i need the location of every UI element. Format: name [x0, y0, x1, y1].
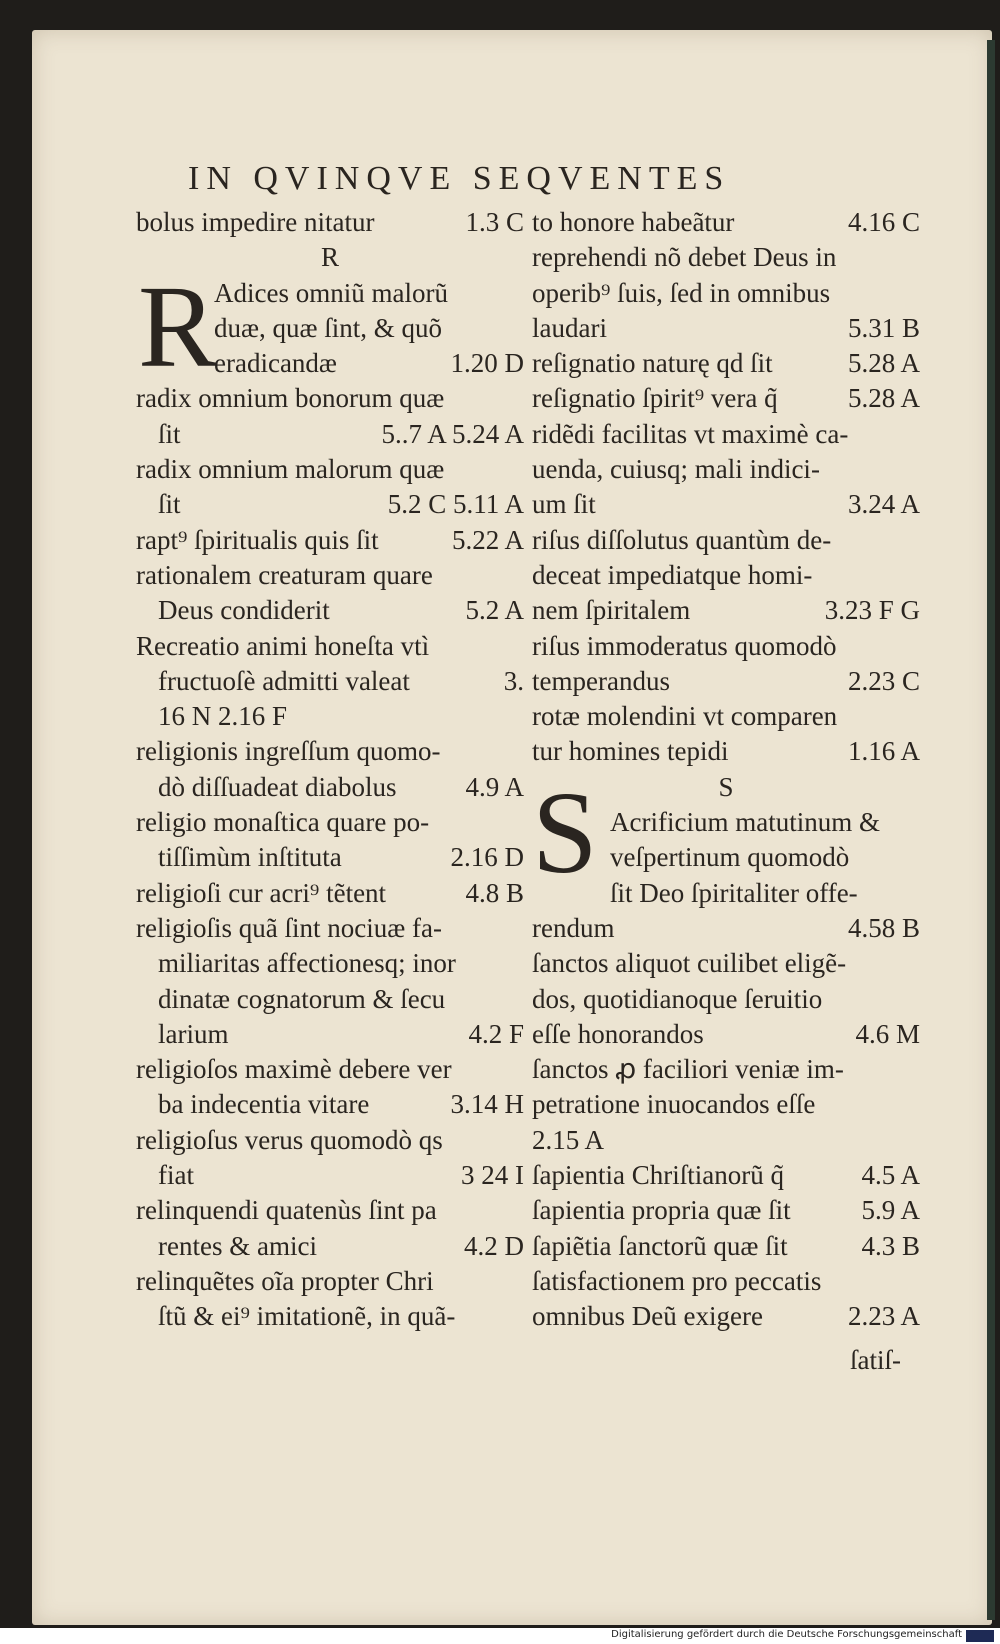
drop-cap-s: S [532, 767, 598, 898]
index-entry [532, 734, 920, 769]
index-entry [532, 629, 920, 664]
entry-text: rapt⁹ ſpiritualis quis ſit [136, 524, 379, 555]
index-entry [136, 1158, 524, 1193]
entry-text: religioſis quã ſint nociuæ fa- [136, 912, 442, 943]
entry-text: eradicandæ [214, 348, 337, 379]
entry-text: ſit Deo ſpiritaliter offe- [610, 877, 858, 908]
entry-reference: 4.58 B [847, 912, 920, 943]
index-entry [532, 982, 920, 1017]
index-entry [532, 417, 920, 452]
index-entry [136, 734, 524, 769]
entry-reference: 4.16 C [847, 207, 920, 237]
entry-text: eſſe honorandos [532, 1018, 704, 1049]
index-entry [136, 1087, 524, 1122]
index-entry [136, 982, 524, 1017]
entry-text: relinquẽtes oĩa propter Chri [136, 1265, 434, 1296]
entry-reference: 5.28 A [847, 348, 920, 379]
index-entry [136, 417, 524, 452]
entry-text: to honore habeãtur [532, 207, 735, 237]
index-entry [532, 205, 920, 240]
entry-text: nem ſpiritalem [532, 595, 691, 626]
index-entry [136, 1017, 524, 1052]
entry-text: religio monaſtica quare po- [136, 807, 430, 838]
entry-text: dò diſſuadeat diabolus [158, 771, 397, 802]
entry-text: rationalem creaturam quare [136, 559, 433, 590]
index-entry [532, 1158, 920, 1193]
entry-reference: 3.24 A [847, 489, 920, 520]
entry-text: reprehendi nõ debet Deus in [532, 242, 837, 273]
catchword: ſatiſ- [850, 1345, 901, 1375]
index-entry [136, 1193, 524, 1228]
entry-text: fiat [158, 1160, 194, 1191]
index-entry [532, 946, 920, 981]
index-entry [136, 452, 524, 487]
entry-text: dinatæ cognatorum & ſecu [158, 983, 446, 1014]
index-entry [532, 1229, 920, 1264]
entry-text: ſit [158, 489, 181, 520]
entry-text: reſignatio naturę qd ſit [532, 348, 773, 379]
entry-text: rentes & amici [158, 1230, 317, 1261]
entry-text: temperandus [532, 665, 670, 696]
entry-text: bolus impedire nitatur [136, 207, 375, 237]
index-entry [136, 1052, 524, 1087]
entry-text: R [320, 242, 339, 273]
entry-reference: 4.5 A [861, 1160, 920, 1191]
index-entry [532, 593, 920, 628]
index-entry [136, 876, 524, 911]
entry-text: radix omnium bonorum quæ [136, 383, 445, 414]
entry-reference: 4.2 D [464, 1230, 524, 1261]
entry-reference: 3.14 H [450, 1089, 524, 1120]
index-entry [532, 1052, 920, 1087]
index-entry [532, 1123, 920, 1158]
running-header-text: IN QVINQVE SEQVENTES [188, 160, 731, 197]
dfg-logo-icon [966, 1630, 994, 1642]
entry-reference: 4.9 A [465, 771, 524, 802]
entry-reference: 3 24 I [461, 1160, 524, 1191]
entry-reference: 5.28 A [847, 383, 920, 414]
index-entry [532, 276, 920, 311]
index-entry [136, 664, 524, 699]
entry-text: dos, quotidianoque ſeruitio [532, 983, 823, 1014]
entry-text: duæ, quæ ſint, & quõ [214, 312, 443, 343]
index-entry [532, 452, 920, 487]
index-entry [532, 240, 920, 275]
entry-reference: 5..7 A 5.24 A [381, 418, 524, 449]
entry-text: ridẽdi facilitas vt maximè ca- [532, 418, 849, 449]
entry-reference: 5.2 C 5.11 A [387, 489, 524, 520]
index-entry [532, 1299, 920, 1334]
index-entry [136, 805, 524, 840]
entry-reference: 2.23 C [847, 665, 920, 696]
index-entry [136, 1264, 524, 1299]
entry-text: operib⁹ ſuis, ſed in omnibus [532, 277, 831, 308]
index-entry [136, 1123, 524, 1158]
drop-cap-r: R [138, 261, 217, 392]
index-entry [136, 699, 524, 734]
index-entry [136, 770, 524, 805]
entry-text: deceat impediatque homi- [532, 559, 813, 590]
entry-reference: 1.20 D [450, 348, 524, 379]
entry-reference: 4.8 B [465, 877, 524, 908]
entry-text: petratione inuocandos eſſe [532, 1089, 816, 1120]
entry-text: S [718, 771, 734, 802]
entry-text: rotæ molendini vt comparen [532, 701, 838, 732]
entry-text: omnibus Deũ exigere [532, 1301, 763, 1332]
entry-text: rendum [532, 912, 615, 943]
footer-bar [0, 1628, 1000, 1644]
entry-reference: 3. [503, 665, 524, 696]
entry-text: larium [158, 1018, 229, 1049]
entry-text: ſatisfactionem pro peccatis [532, 1265, 822, 1296]
entry-reference: 4.3 B [861, 1230, 920, 1261]
entry-text: Adices omniũ malorũ [214, 277, 448, 308]
footer-credit: Digitalisierung gefördert durch die Deutsche Forschungsgemeinschaft [611, 1629, 962, 1640]
entry-text: religioſi cur acri⁹ tẽtent [136, 877, 387, 908]
entry-text: religioſus verus quomodò qs [136, 1124, 443, 1155]
index-entry [136, 558, 524, 593]
entry-text: relinquendi quatenùs ſint pa [136, 1195, 437, 1226]
index-entry [532, 381, 920, 416]
entry-text: um ſit [532, 489, 596, 520]
index-entry [532, 699, 920, 734]
entry-text: miliaritas affectionesq; inor [158, 948, 456, 979]
entry-text: ba indecentia vitare [158, 1089, 370, 1120]
entry-text: riſus diſſolutus quantùm de- [532, 524, 832, 555]
entry-reference: 1.16 A [847, 736, 920, 767]
index-entry [532, 1193, 920, 1228]
entry-text: ſapientia propria quæ ſit [532, 1195, 791, 1226]
binding-edge [987, 40, 995, 1620]
entry-text: religionis ingreſſum quomo- [136, 736, 441, 767]
index-entry [532, 1087, 920, 1122]
index-entry [136, 1229, 524, 1264]
entry-text: laudari [532, 312, 607, 343]
entry-reference: 4.6 M [855, 1018, 920, 1049]
entry-text: religioſos maximè debere ver [136, 1054, 452, 1085]
index-entry [136, 487, 524, 522]
entry-text: ſtũ & ei⁹ imitationẽ, in quã- [158, 1301, 456, 1332]
index-entry [532, 558, 920, 593]
index-entry [136, 946, 524, 981]
entry-text: riſus immoderatus quomodò [532, 630, 837, 661]
entry-reference: 4.2 F [468, 1018, 524, 1049]
index-entry [136, 205, 524, 240]
index-entry [136, 840, 524, 875]
entry-text: uenda, cuiusq; mali indici- [532, 454, 820, 485]
entry-reference: 5.9 A [861, 1195, 920, 1226]
index-entry [136, 629, 524, 664]
entry-text: ſanctos ꝓ faciliori veniæ im- [532, 1054, 844, 1085]
index-entry [136, 911, 524, 946]
entry-text: 2.15 A [532, 1124, 605, 1155]
entry-text: reſignatio ſpirit⁹ vera q̃ [532, 383, 778, 414]
index-entry [532, 311, 920, 346]
running-header [188, 160, 838, 198]
entry-text: 16 N 2.16 F [158, 701, 288, 732]
entry-text: fructuoſè admitti valeat [158, 665, 410, 696]
index-entry [532, 664, 920, 699]
index-entry [532, 911, 920, 946]
entry-reference: 2.23 A [847, 1301, 920, 1332]
entry-reference: 5.31 B [847, 312, 920, 343]
entry-reference: 2.16 D [450, 842, 524, 873]
entry-reference: 5.2 A [465, 595, 524, 626]
index-entry [136, 523, 524, 558]
entry-text: radix omnium malorum quæ [136, 454, 445, 485]
entry-text: ſanctos aliquot cuilibet eligẽ- [532, 948, 847, 979]
entry-reference: 3.23 F G [824, 595, 920, 626]
entry-text: ſapiẽtia ſanctorũ quæ ſit [532, 1230, 788, 1261]
entry-text: veſpertinum quomodò [610, 842, 850, 873]
entry-text: ſapientia Chriſtianorũ q̃ [532, 1160, 784, 1191]
index-entry [532, 487, 920, 522]
index-entry [532, 1017, 920, 1052]
entry-reference: 1.3 C [465, 207, 524, 237]
entry-text: Recreatio animi honeſta vtì [136, 630, 430, 661]
index-entry [532, 523, 920, 558]
entry-text: tur homines tepidi [532, 736, 729, 767]
entry-reference: 5.22 A [451, 524, 524, 555]
entry-text: Acrificium matutinum & [610, 807, 880, 838]
index-entry [532, 346, 920, 381]
index-entry [136, 1299, 524, 1334]
entry-text: Deus condiderit [158, 595, 330, 626]
index-entry [136, 593, 524, 628]
entry-text: ſit [158, 418, 181, 449]
index-entry [532, 1264, 920, 1299]
entry-text: tiſſimùm inſtituta [158, 842, 342, 873]
